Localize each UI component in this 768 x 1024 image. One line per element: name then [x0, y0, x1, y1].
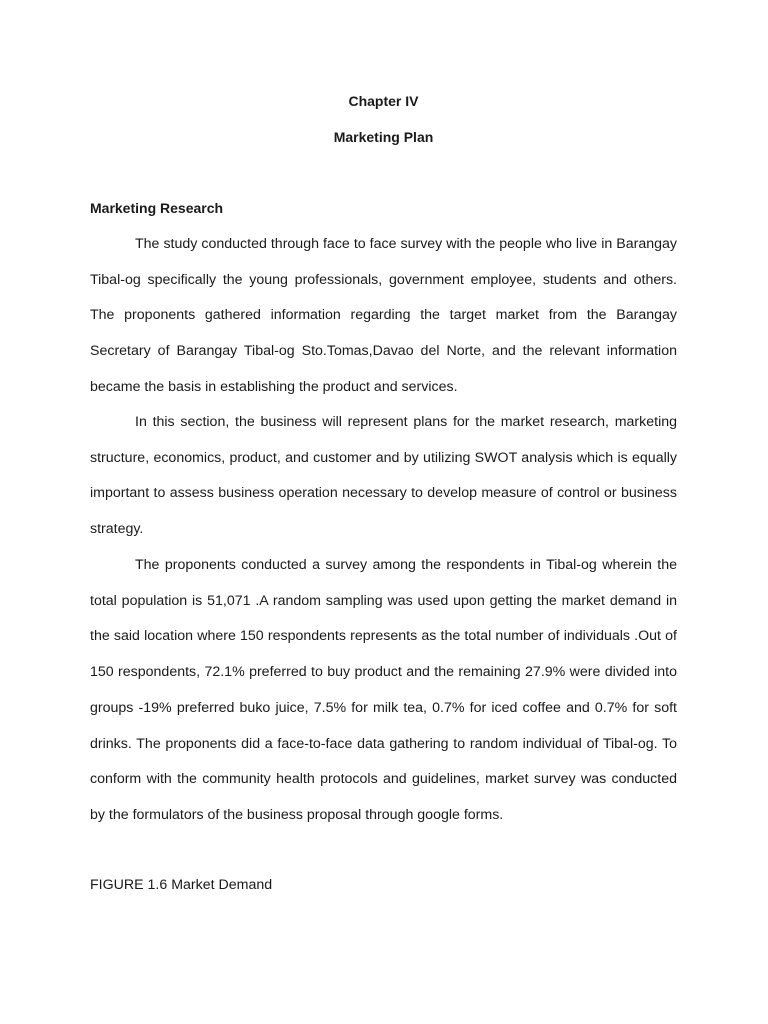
- section-heading: Marketing Research: [90, 200, 224, 216]
- paragraph: The proponents conducted a survey among the respondents in Tibal-og wherein the total population is 51,071 .A random sampling was used upon getting the market demand in the said location where 150 respondents represents as the total number of individuals .Out of 150 respondents, 72.1% preferred to buy product and the remaining 27.9% were divided into groups -19% preferred buko juice, 7.5% for milk tea, 0.7% for iced coffee and 0.7% for soft drinks. The proponents did a face-to-face data gathering to random individual of Tibal-og. To conform with the community health protocols and guidelines, market survey was conducted by the formulators of the business proposal through google forms.: [90, 557, 677, 823]
- paragraph: In this section, the business will represent plans for the market research, marketing structure, economics, product, and customer and by utilizing SWOT analysis which is equally important to assess business operation necessary to develop measure of control or business strategy.: [90, 414, 677, 538]
- chapter-title: Chapter IV: [348, 93, 419, 109]
- chapter-subtitle: Marketing Plan: [333, 129, 434, 145]
- paragraph: The study conducted through face to face survey with the people who live in Barangay Tibal-og specifically the young professionals, government employee, students and others. The proponents gathered information regarding the target market from the Barangay Secretary of Barangay Tibal-og Sto.Tomas,Davao del Norte, and the relevant information became the basis in establishing the product and services.: [90, 236, 677, 395]
- figure-caption: FIGURE 1.6 Market Demand: [90, 877, 273, 893]
